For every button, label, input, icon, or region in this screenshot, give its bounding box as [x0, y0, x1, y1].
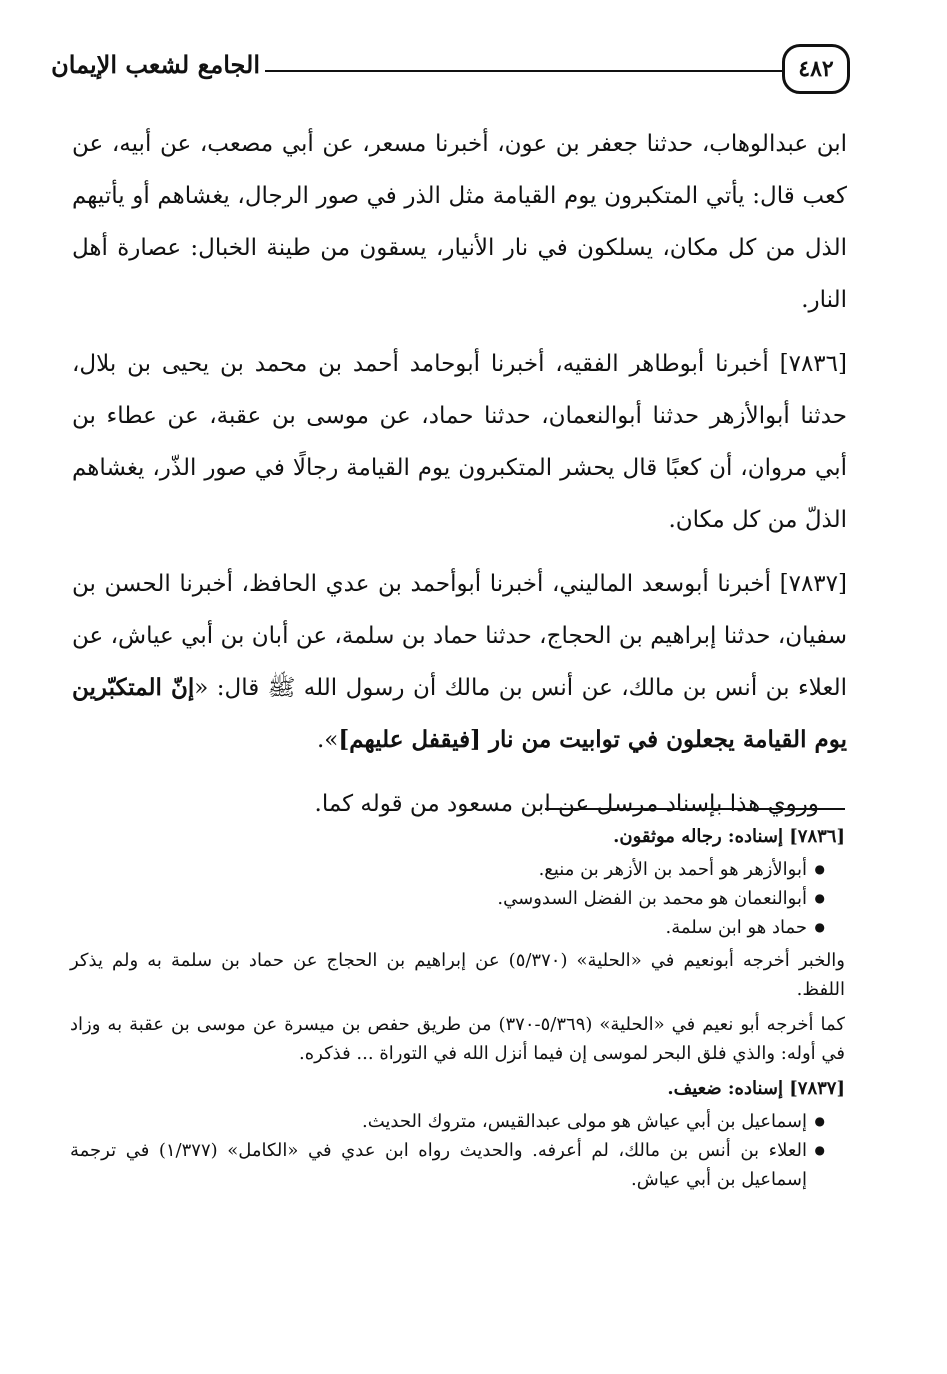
- footnote-bullet: ● أبوالنعمان هو محمد بن الفضل السدوسي.: [70, 884, 825, 913]
- footnote-7837-list: [70, 1107, 845, 1194]
- footnote-7836-heading: [٧٨٣٦] إسناده: رجاله موثقون.: [613, 826, 845, 847]
- footnote-bullet: ● العلاء بن أنس بن مالك، لم أعرفه. والحديث رواه ابن عدي في «الكامل» (١/٣٧٧) في ترجمة إسماعيل بن أبي عياش.: [70, 1136, 825, 1194]
- hadith-7837: [72, 558, 847, 766]
- page-header: [51, 40, 850, 102]
- footnote-7837-heading: [٧٨٣٧] إسناده: ضعيف.: [667, 1078, 845, 1099]
- footnote-7836-list: [70, 855, 845, 942]
- page-number: ٤٨٢: [782, 44, 850, 94]
- footnote-bullet: ● حماد هو ابن سلمة.: [70, 913, 825, 942]
- hadith-7836: [٧٨٣٦] أخبرنا أبوطاهر الفقيه، أخبرنا أبوحامد أحمد بن محمد بن يحيى بن بلال، حدثنا أبوالأزهر حدثنا أبوالنعمان، حدثنا حماد، عن موسى بن عقبة، عن عطاء بن أبي مروان، أن كعبًا قال يحشر المتكبرون يوم القيامة رجالًا في صور الذّر، يغشاهم الذلّ من كل مكان.: [72, 351, 847, 533]
- footnotes: [70, 822, 845, 1198]
- header-rule: [265, 70, 782, 72]
- footnote-7836-takhrij-1: والخبر أخرجه أبونعيم في «الحلية» (٥/٣٧٠) عن إبراهيم بن الحجاج عن حماد بن سلمة به ولم يذكر اللفظ.: [70, 950, 845, 1000]
- footnote-7836-takhrij-2: كما أخرجه أبو نعيم في «الحلية» (٥/٣٦٩-٣٧٠) من طريق حفص بن ميسرة عن موسى بن عقبة به وزاد في أوله: والذي فلق البحر لموسى إن فيما أنزل الله في التوراة ... فذكره.: [70, 1014, 845, 1064]
- hadith-7837-close: ».: [316, 727, 339, 753]
- hadith-7837-isnad: [٧٨٣٧] أخبرنا أبوسعد الماليني، أخبرنا أبوأحمد بن عدي الحافظ، أخبرنا الحسن بن سفيان، حدثنا إبراهيم بن الحجاج، حدثنا حماد بن سلمة، عن أبان بن أبي عياش، عن العلاء بن أنس بن مالك، عن أنس بن مالك أن رسول الله ﷺ قال: «: [72, 571, 847, 701]
- paragraph-note: وروي هذا بإسناد مرسل عن ابن مسعود من قوله كما.: [314, 791, 819, 817]
- running-title: الجامع لشعب الإيمان: [51, 50, 260, 79]
- paragraph-1: ابن عبدالوهاب، حدثنا جعفر بن عون، أخبرنا مسعر، عن أبي مصعب، عن أبيه، عن كعب قال: يأتي المتكبرون يوم القيامة مثل الذر في صور الرجال، يغشاهم أو يأتيهم الذل من كل مكان، يسلكون في نار الأنيار، يسقون من طينة الخبال: عصارة أهل النار.: [72, 131, 848, 313]
- footnote-bullet: ● إسماعيل بن أبي عياش هو مولى عبدالقيس، متروك الحديث.: [70, 1107, 825, 1136]
- hadith-7837-matn: إنّ المتكبّرين يوم القيامة يجعلون في توابيت من نار [فيقفل عليهم]: [72, 674, 847, 753]
- footnote-bullet: ● أبوالأزهر هو أحمد بن الأزهر بن منيع.: [70, 855, 825, 884]
- footnote-separator: [545, 808, 845, 810]
- main-text: [72, 118, 847, 842]
